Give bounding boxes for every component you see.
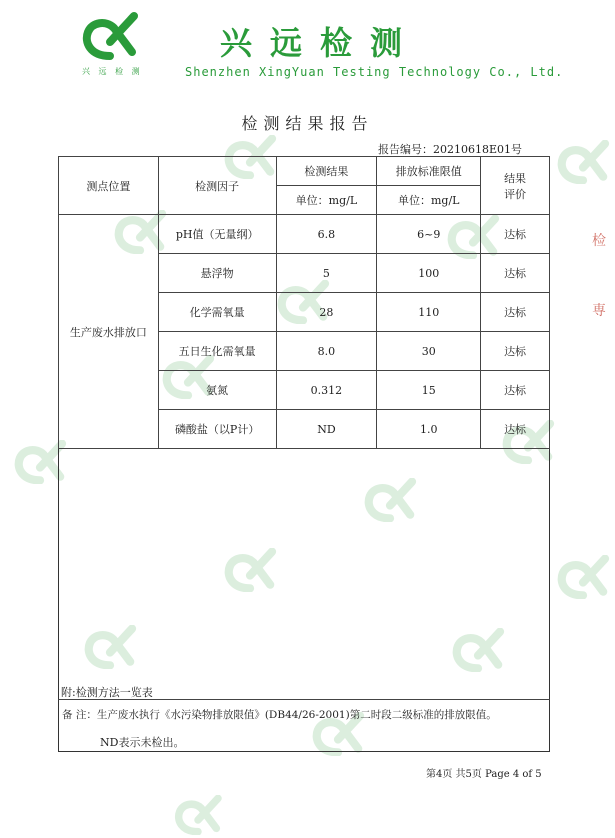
company-name-cn: 兴远检测 xyxy=(220,24,421,62)
result-cell: 8.0 xyxy=(276,332,377,371)
header-factor: 检测因子 xyxy=(158,157,276,215)
notes-divider xyxy=(58,699,550,700)
results-table xyxy=(58,156,550,449)
factor-cell: pH值（无量纲） xyxy=(158,215,276,254)
remark-note: 备 注：生产废水执行《水污染物排放限值》(DB44/26-2001)第二时段二级标准的排放限值。 xyxy=(62,709,497,721)
header-evaluation-line2: 评价 xyxy=(504,187,527,201)
limit-cell: 110 xyxy=(377,293,481,332)
company-name-en: Shenzhen XingYuan Testing Technology Co., Ltd. xyxy=(185,65,564,79)
limit-cell: 100 xyxy=(377,254,481,293)
nd-note: ND表示未检出。 xyxy=(100,736,185,749)
attachment-note: 附:检测方法一览表 xyxy=(61,686,153,699)
watermark-logo-icon xyxy=(170,795,226,835)
evaluation-cell: 达标 xyxy=(481,215,550,254)
watermark-logo-icon xyxy=(555,555,611,599)
report-title: 检测结果报告 xyxy=(241,114,374,133)
evaluation-cell: 达标 xyxy=(481,293,550,332)
result-cell: 28 xyxy=(276,293,377,332)
header-evaluation-line1: 结果 xyxy=(504,171,527,185)
result-cell: 6.8 xyxy=(276,215,377,254)
limit-cell: 15 xyxy=(377,371,481,410)
seal-fragment-icon: 専 xyxy=(592,303,606,319)
header-limit: 排放标准限值 xyxy=(377,157,481,186)
evaluation-cell: 达标 xyxy=(481,332,550,371)
seal-fragment-icon: 检 xyxy=(592,233,606,249)
header-result: 检测结果 xyxy=(276,157,377,186)
evaluation-cell: 达标 xyxy=(481,254,550,293)
report-number: 报告编号：20210618E01号 xyxy=(378,143,523,156)
factor-cell: 化学需氧量 xyxy=(158,293,276,332)
company-logo-icon xyxy=(80,12,140,60)
evaluation-cell: 达标 xyxy=(481,410,550,449)
header-limit-unit: 单位：mg/L xyxy=(377,186,481,215)
header-result-unit: 单位：mg/L xyxy=(276,186,377,215)
page-number: 第4页 共5页 Page 4 of 5 xyxy=(426,769,542,780)
header-location: 测点位置 xyxy=(59,157,159,215)
table-row xyxy=(59,215,550,254)
evaluation-cell: 达标 xyxy=(481,371,550,410)
result-cell: 0.312 xyxy=(276,371,377,410)
result-cell: 5 xyxy=(276,254,377,293)
factor-cell: 悬浮物 xyxy=(158,254,276,293)
factor-cell: 磷酸盐（以P计） xyxy=(158,410,276,449)
limit-cell: 1.0 xyxy=(377,410,481,449)
factor-cell: 氨氮 xyxy=(158,371,276,410)
limit-cell: 6~9 xyxy=(377,215,481,254)
location-cell: 生产废水排放口 xyxy=(59,215,159,449)
watermark-logo-icon xyxy=(555,140,611,184)
logo-caption: 兴 远 检 测 xyxy=(82,67,143,76)
result-cell: ND xyxy=(276,410,377,449)
factor-cell: 五日生化需氧量 xyxy=(158,332,276,371)
limit-cell: 30 xyxy=(377,332,481,371)
table-header-row xyxy=(59,157,550,186)
header-evaluation xyxy=(481,157,550,215)
